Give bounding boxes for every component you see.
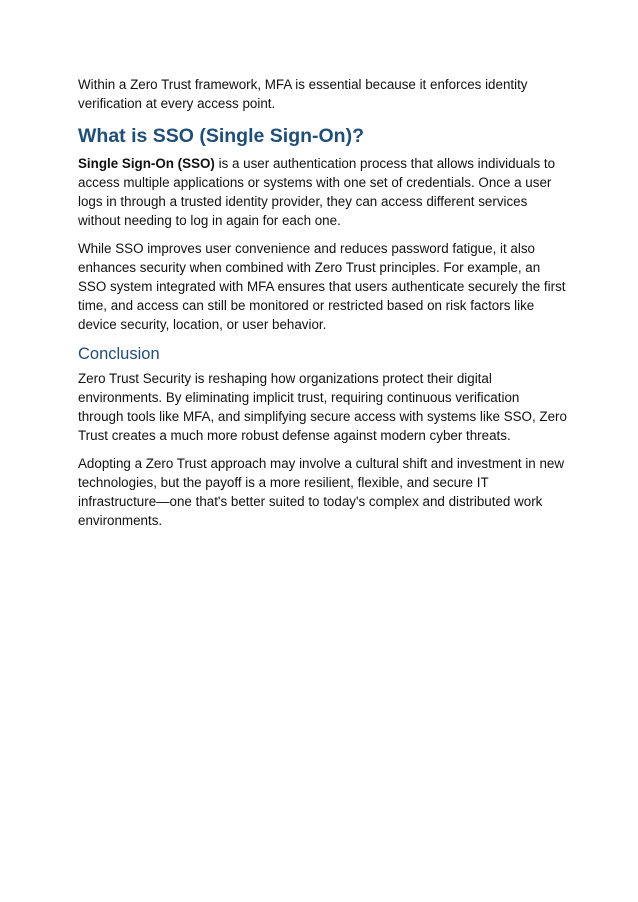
document-page (78, 75, 568, 539)
sso-paragraph-1-text: is a user authentication process that allows individuals to access multiple applications or systems with one set of credentials. Once a user logs in through a trusted identity provider, they can access different services without needing to log in again for each one. (78, 156, 556, 228)
conclusion-paragraph-1: Zero Trust Security is reshaping how organizations protect their digital environments. By eliminating implicit trust, requiring continuous verification through tools like MFA, and simplifying secure access with systems like SSO, Zero Trust creates a much more robust defense against modern cyber threats. (78, 371, 567, 443)
intro-paragraph: Within a Zero Trust framework, MFA is essential because it enforces identity verification at every access point. (78, 77, 528, 111)
conclusion-heading: Conclusion (78, 345, 160, 363)
sso-paragraph-2: While SSO improves user convenience and reduces password fatigue, it also enhances security when combined with Zero Trust principles. For example, an SSO system integrated with MFA ensures that users authenticate securely the first time, and access can still be monitored or restricted based on risk factors like device security, location, or user behavior. (78, 241, 566, 332)
conclusion-paragraph-2: Adopting a Zero Trust approach may involve a cultural shift and investment in new technologies, but the payoff is a more resilient, flexible, and secure IT infrastructure—one that's better suited to today's complex and distributed work environments. (78, 456, 565, 528)
sso-term-bold: Single Sign-On (SSO) (78, 156, 215, 171)
sso-paragraph-1 (78, 154, 568, 230)
sso-heading: What is SSO (Single Sign-On)? (78, 125, 364, 147)
